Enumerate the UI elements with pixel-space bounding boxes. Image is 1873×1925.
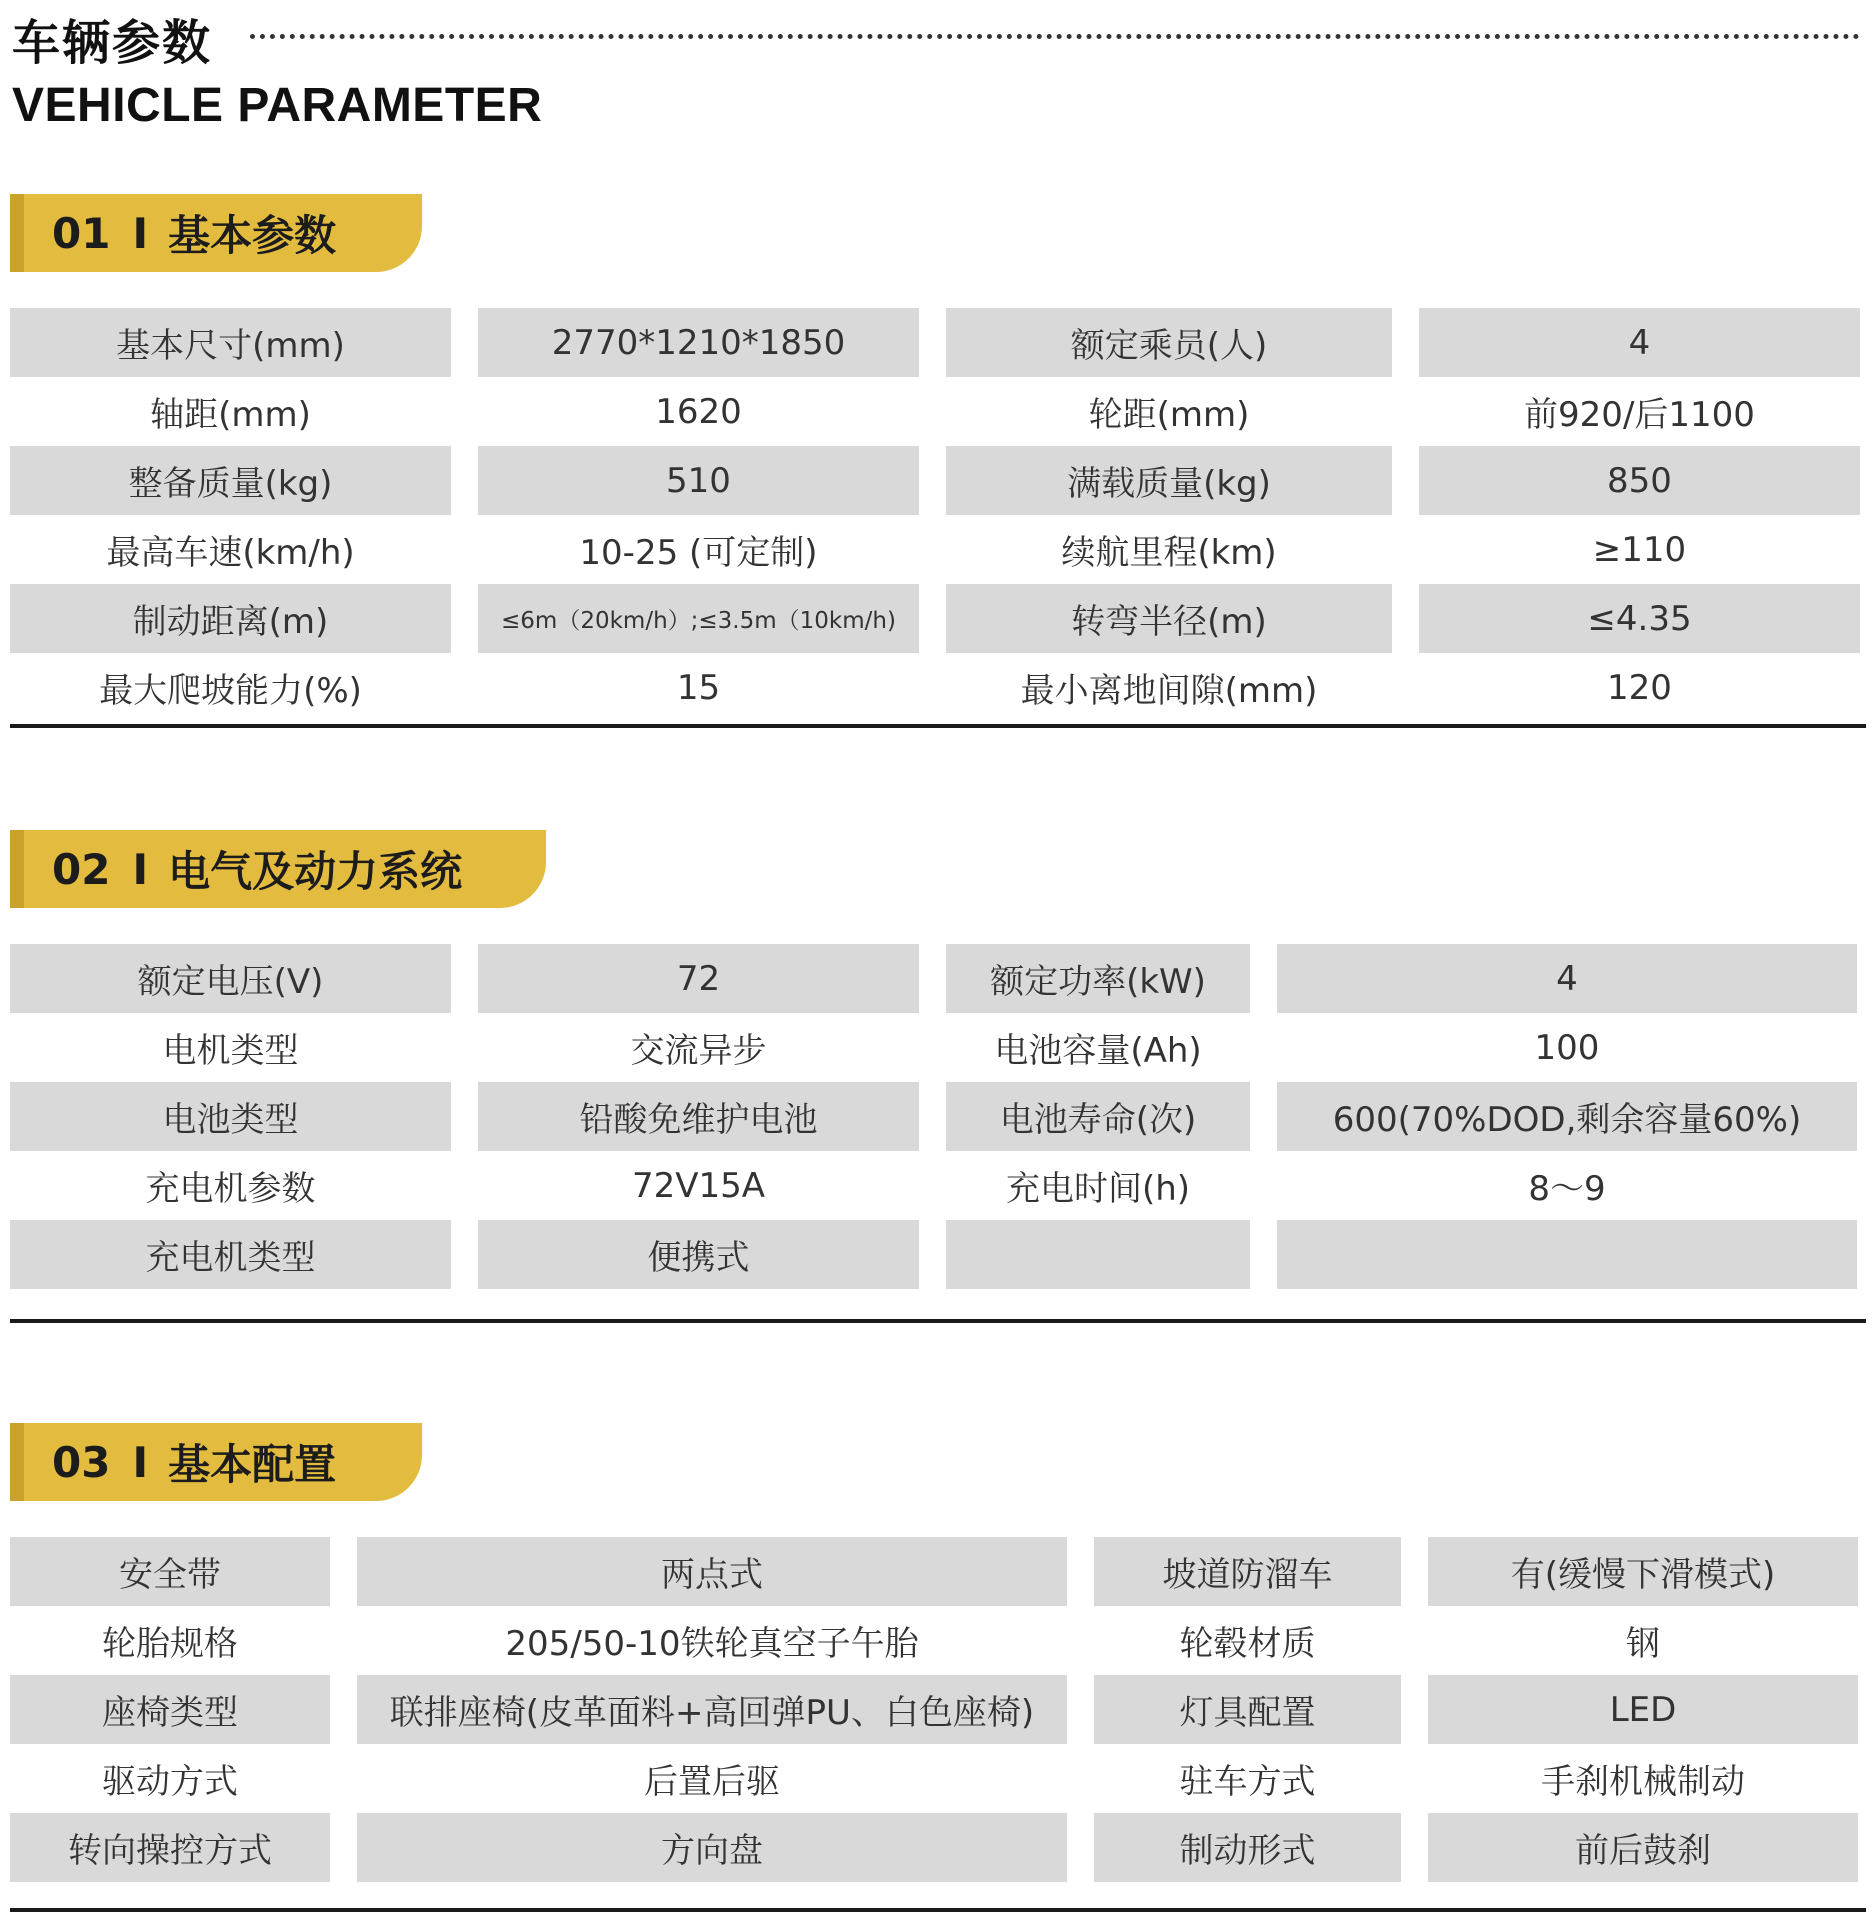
- section-number: 03: [52, 1437, 111, 1487]
- spec-value: 15: [676, 667, 721, 708]
- section-electrical-power: [10, 830, 1866, 1289]
- spec-label: 最高车速(km/h): [106, 533, 355, 573]
- section-title: 基本配置: [168, 1440, 337, 1489]
- spec-value: 72V15A: [631, 1165, 766, 1206]
- spec-label: 转向操控方式: [10, 1813, 330, 1882]
- spec-value: LED: [1428, 1675, 1858, 1744]
- table-row: [10, 944, 1866, 1013]
- title-dotted-divider: [250, 34, 1860, 39]
- spec-value: 后置后驱: [644, 1762, 780, 1802]
- spec-value: 2770*1210*1850: [478, 308, 919, 377]
- table-row: [10, 1606, 1866, 1675]
- spec-label: 最大爬坡能力(%): [99, 671, 362, 711]
- spec-value: ≤6m（20km/h）;≤3.5m（10km/h): [478, 584, 919, 653]
- page-title-cn: 车辆参数: [12, 15, 213, 71]
- spec-value: 600(70%DOD,剩余容量60%): [1277, 1082, 1857, 1151]
- table-row: [10, 308, 1866, 377]
- section-tab: [10, 194, 422, 272]
- table-row: [10, 1744, 1866, 1813]
- spec-label: 满载质量(kg): [946, 446, 1392, 515]
- spec-value: ≤4.35: [1419, 584, 1860, 653]
- section-title: 基本参数: [168, 211, 337, 260]
- section-basic-configuration: [10, 1423, 1866, 1882]
- spec-label: 轴距(mm): [150, 395, 311, 435]
- spec-label: 转弯半径(m): [946, 584, 1392, 653]
- spec-label: 坡道防溜车: [1094, 1537, 1401, 1606]
- table-row: [10, 1151, 1866, 1220]
- section-divider: [10, 1319, 1866, 1323]
- spec-value: 有(缓慢下滑模式): [1428, 1537, 1858, 1606]
- spec-label: 制动距离(m): [10, 584, 451, 653]
- spec-value: 方向盘: [357, 1813, 1067, 1882]
- spec-value: 前后鼓刹: [1428, 1813, 1858, 1882]
- spec-label: 座椅类型: [10, 1675, 330, 1744]
- spec-value: 205/50-10铁轮真空子午胎: [505, 1624, 919, 1664]
- spec-value: 4: [1419, 308, 1860, 377]
- spec-value: [1277, 1220, 1857, 1289]
- section-separator: I: [132, 844, 149, 894]
- spec-label: 轮距(mm): [1088, 395, 1250, 435]
- section-separator: I: [132, 1437, 149, 1487]
- spec-label: 充电时间(h): [1005, 1169, 1191, 1209]
- table-row: [10, 1675, 1866, 1744]
- spec-label: 灯具配置: [1094, 1675, 1401, 1744]
- spec-table: [10, 308, 1866, 722]
- spec-value: ≥110: [1592, 529, 1687, 570]
- table-row: [10, 446, 1866, 515]
- section-basic-parameters: [10, 194, 1866, 722]
- table-row: [10, 1013, 1866, 1082]
- spec-value: 8～9: [1528, 1169, 1606, 1209]
- section-separator: I: [132, 208, 149, 258]
- table-row: [10, 584, 1866, 653]
- section-tab: [10, 1423, 422, 1501]
- spec-value: 交流异步: [630, 1031, 767, 1071]
- spec-label: 续航里程(km): [1061, 533, 1277, 573]
- spec-value: 联排座椅(皮革面料+高回弹PU、白色座椅): [357, 1675, 1067, 1744]
- table-row: [10, 1082, 1866, 1151]
- spec-label: 驱动方式: [102, 1762, 238, 1802]
- spec-label: 电池容量(Ah): [994, 1031, 1202, 1071]
- spec-label: 整备质量(kg): [10, 446, 451, 515]
- table-row: [10, 1813, 1866, 1882]
- spec-label: 制动形式: [1094, 1813, 1401, 1882]
- spec-label: 安全带: [10, 1537, 330, 1606]
- spec-value: 120: [1607, 667, 1672, 708]
- spec-table: [10, 1537, 1866, 1882]
- spec-label: 额定功率(kW): [946, 944, 1250, 1013]
- spec-label: 轮毂材质: [1179, 1624, 1316, 1664]
- spec-label: 额定乘员(人): [946, 308, 1392, 377]
- table-row: [10, 1537, 1866, 1606]
- table-row: [10, 515, 1866, 584]
- spec-value: 4: [1277, 944, 1857, 1013]
- table-row: [10, 1220, 1866, 1289]
- section-divider: [10, 1908, 1866, 1912]
- spec-label: 电池寿命(次): [946, 1082, 1250, 1151]
- spec-value: 便携式: [478, 1220, 919, 1289]
- section-number: 02: [52, 844, 111, 894]
- spec-label: 额定电压(V): [10, 944, 451, 1013]
- spec-value: 100: [1534, 1027, 1600, 1068]
- table-row: [10, 653, 1866, 722]
- spec-label: 电池类型: [10, 1082, 451, 1151]
- spec-label: 电机类型: [162, 1031, 299, 1071]
- spec-label: [946, 1220, 1250, 1289]
- spec-label: 基本尺寸(mm): [10, 308, 451, 377]
- spec-table: [10, 944, 1866, 1289]
- spec-value: 72: [478, 944, 919, 1013]
- spec-label: 驻车方式: [1179, 1762, 1316, 1802]
- spec-value: 850: [1419, 446, 1860, 515]
- section-title: 电气及动力系统: [168, 847, 463, 896]
- spec-value: 1620: [655, 391, 742, 432]
- spec-value: 手刹机械制动: [1541, 1762, 1745, 1802]
- spec-value: 两点式: [357, 1537, 1067, 1606]
- section-tab: [10, 830, 546, 908]
- spec-label: 轮胎规格: [102, 1624, 238, 1664]
- spec-value: 10-25 (可定制): [579, 533, 818, 573]
- spec-label: 充电机类型: [10, 1220, 451, 1289]
- spec-label: 最小离地间隙(mm): [1020, 671, 1318, 711]
- spec-value: 前920/后1100: [1524, 395, 1755, 435]
- section-number: 01: [52, 208, 111, 258]
- spec-label: 充电机参数: [145, 1169, 316, 1209]
- spec-value: 铅酸免维护电池: [478, 1082, 919, 1151]
- page-title-en: VEHICLE PARAMETER: [12, 79, 543, 132]
- spec-value: 钢: [1626, 1624, 1660, 1664]
- table-row: [10, 377, 1866, 446]
- section-divider: [10, 724, 1866, 728]
- spec-value: 510: [478, 446, 919, 515]
